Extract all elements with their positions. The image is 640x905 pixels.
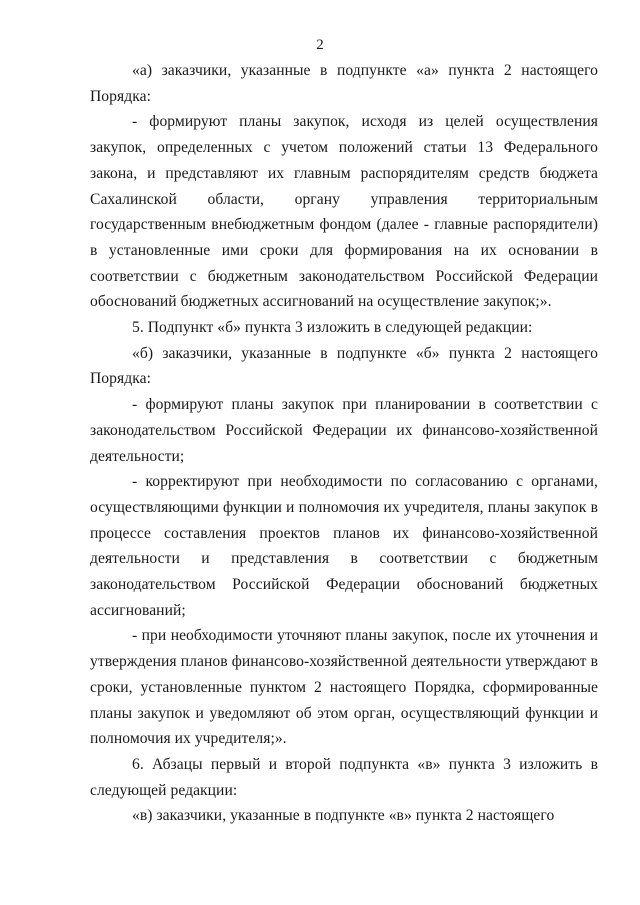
paragraph-subitem-c-intro: «в) заказчики, указанные в подпункте «в» пункта 2 настоящего (132, 807, 555, 825)
page-number: 2 (316, 37, 324, 53)
paragraph-subitem-b-intro: «б) заказчики, указанные в подпункте «б» пункта 2 настоящего Порядка: (90, 344, 598, 388)
paragraph-subitem-b-refine: - при необходимости уточняют планы закупок, после их уточнения и утверждения планов финансово-хозяйственной деятельности утверждают в сроки, установленные пунктом 2 настоящего Порядка, сформированные планы закупок и уведомляют об этом орган, осуществляющий функции и полномочия их учредителя;». (90, 627, 598, 748)
paragraph-subitem-a-intro: «а) заказчики, указанные в подпункте «а» пункта 2 настоящего Порядка: (90, 62, 598, 105)
paragraph-item-6: 6. Абзацы первый и второй подпункта «в» пункта 3 изложить в следующей редакции: (90, 755, 598, 799)
paragraph-subitem-b-correct: - корректируют при необходимости по согласованию с органами, осуществляющими функции и полномочия их учредителя, планы закупок в процессе составления проектов планов их финансово-хозяйственной деятельности и представления в соответствии с бюджетным законодательством Российской Федерации обоснований бюджетных ассигнований; (90, 473, 598, 619)
paragraph-item-5: 5. Подпункт «б» пункта 3 изложить в следующей редакции: (132, 319, 533, 337)
document-body (90, 58, 598, 829)
paragraph-subitem-b-form: - формируют планы закупок при планировании в соответствии с законодательством Российской Федерации их финансово-хозяйственной деятельности; (90, 396, 598, 465)
paragraph-subitem-a-plans: - формируют планы закупок, исходя из целей осуществления закупок, определенных с учетом положений статьи 13 Федерального закона, и представляют их главным распорядителям средств бюджета Сахалинской области, органу управления территориальным государственным внебюджетным фондом (далее - главные распорядители) в установленные ими сроки для формирования на их основании в соответствии с бюджетным законодательством Российской Федерации обоснований бюджетных ассигнований на осуществление закупок;». (90, 113, 598, 311)
